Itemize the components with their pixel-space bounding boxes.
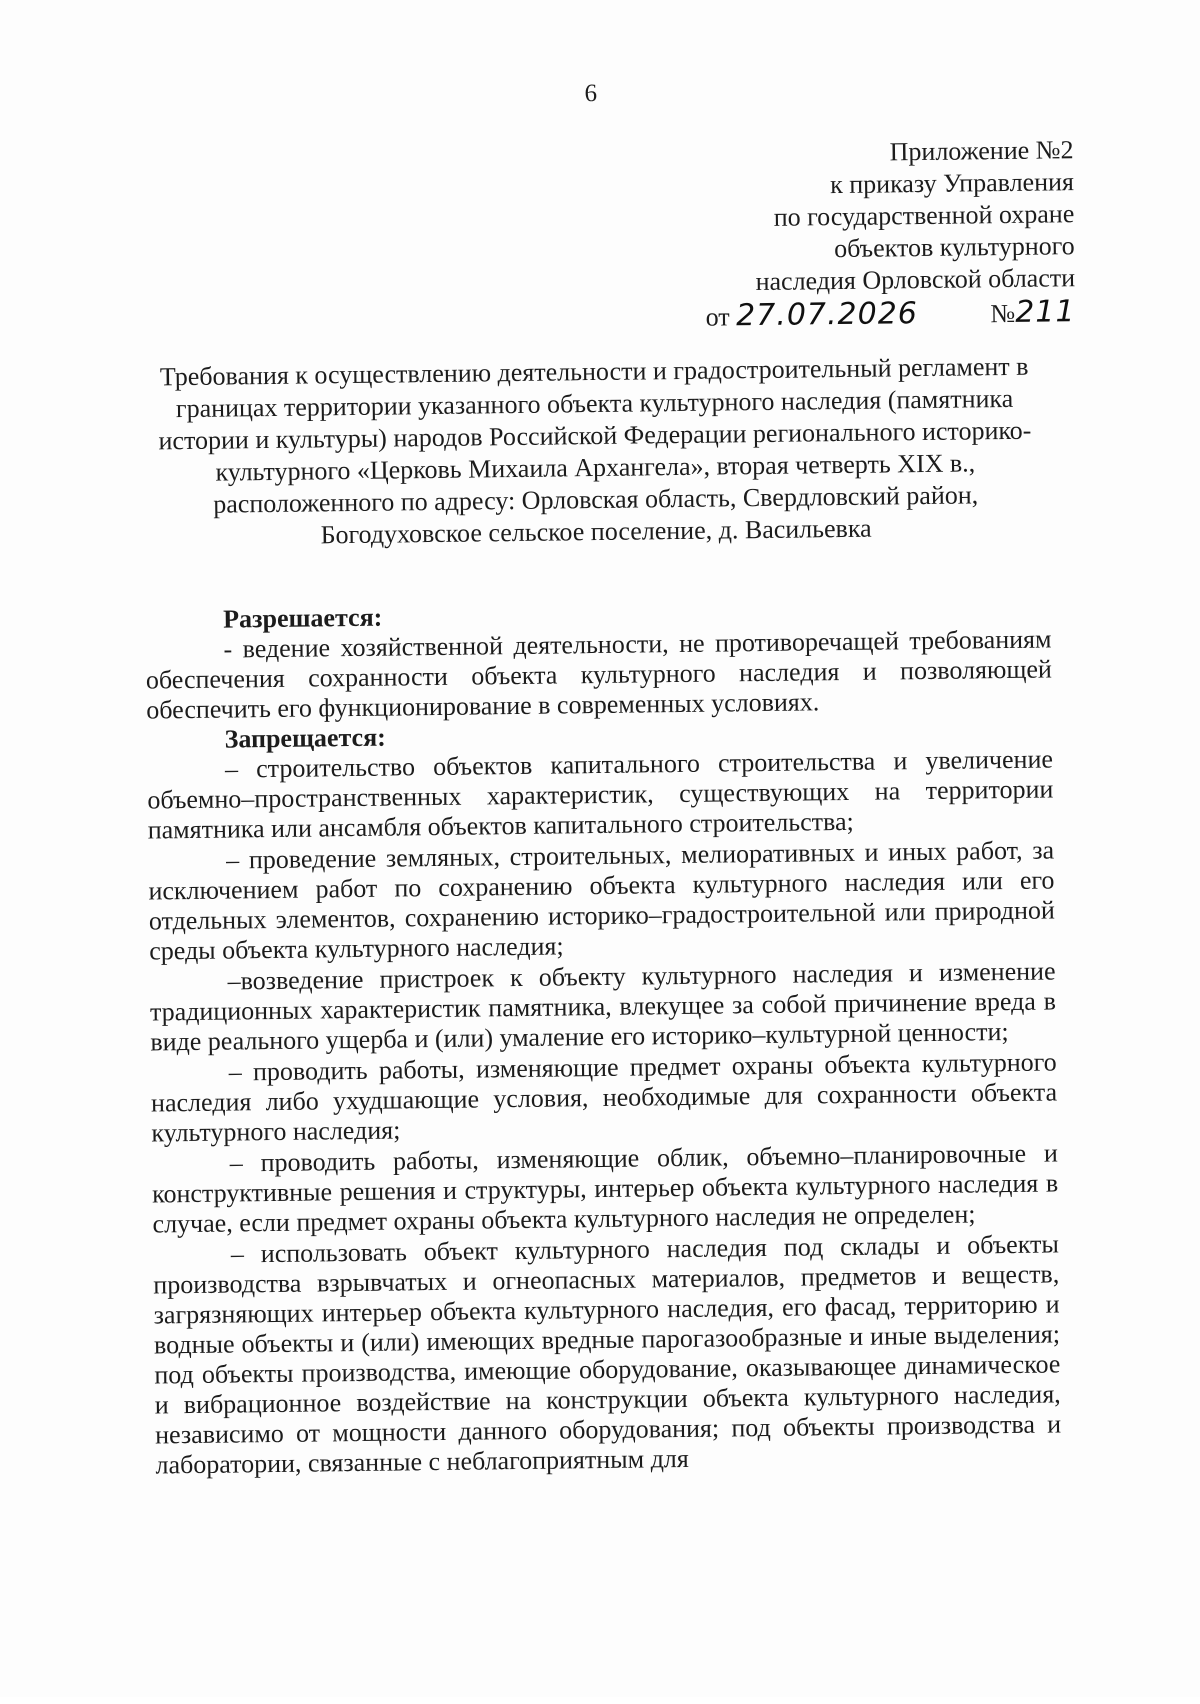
- title-line: культурного «Церковь Михаила Архангела», вторая четверть XIX в.,: [215, 448, 976, 487]
- allowed-item: - ведение хозяйственной деятельности, не противоречащей требованиям обеспечения сохранности объекта культурного наследия и позволяющей обеспечить его функционирование в современных условиях.: [145, 624, 1053, 725]
- number-prefix: №: [990, 298, 1016, 329]
- handwritten-date: 27.07.2026: [735, 296, 919, 334]
- title-line: расположенного по адресу: Орловская область, Свердловский район,: [213, 480, 979, 519]
- order-date-line: [705, 296, 1075, 334]
- forbidden-item: – использовать объект культурного наследия под склады и объекты производства взрывчатых и огнеопасных материалов, предметов и веществ, загрязняющих интерьер объекта культурного наследия, его фасад, территорию и водные объекты и (или) имеющих вредные парогазообразные и иные выделения; под объекты производства, имеющие оборудование, оказывающее динамическое и вибрационное воздействие на конструкции объекта культурного наследия, независимо от мощности данного оборудования; под объекты производства и лаборатории, связанные с неблагоприятным для: [153, 1229, 1062, 1480]
- forbidden-item: – проводить работы, изменяющие предмет охраны объекта культурного наследия либо ухудшающие условия, необходимые для сохранности объекта культурного наследия;: [150, 1047, 1058, 1148]
- document-title: [144, 351, 1046, 554]
- handwritten-order-number: 211: [1015, 294, 1076, 330]
- document-body: [145, 594, 1062, 1480]
- appendix-header: [703, 134, 1075, 334]
- title-line: Требования к осуществлению деятельности и градостроительный регламент в: [159, 351, 1029, 392]
- date-prefix: от: [705, 302, 730, 332]
- appendix-line: объектов культурного: [833, 231, 1075, 264]
- appendix-line: Приложение №2: [889, 135, 1074, 167]
- title-line: Богодуховское сельское поселение, д. Васильевка: [320, 513, 872, 550]
- forbidden-item: – строительство объектов капитального строительства и увеличение объемно–пространственных характеристик, существующих на территории памятника или ансамбля объектов капитального строительства;: [147, 744, 1054, 845]
- forbidden-item: – проведение земляных, строительных, мелиоративных и иных работ, за исключением работ по сохранению объекта культурного наследия или его отдельных элементов, сохранению историко–градостроительной или природной среды объекта культурного наследия;: [148, 835, 1055, 966]
- allowed-heading: Разрешается:: [222, 602, 383, 634]
- title-line: истории и культуры) народов Российской Федерации регионального историко-: [158, 415, 1032, 456]
- appendix-line: наследия Орловской области: [755, 263, 1076, 297]
- title-line: границах территории указанного объекта культурного наследия (памятника: [175, 383, 1014, 424]
- appendix-line: по государственной охране: [773, 199, 1075, 232]
- forbidden-heading: Запрещается:: [224, 722, 387, 754]
- forbidden-item: – проводить работы, изменяющие облик, объемно–планировочные и конструктивные решения и структуры, интерьер объекта культурного наследия в случае, если предмет охраны объекта культурного наследия не определен;: [152, 1138, 1059, 1239]
- forbidden-item: –возведение пристроек к объекту культурного наследия и изменение традиционных характеристик памятника, влекущее за собой причинение вреда в виде реального ущерба и (или) умаление его историко–культурной ценности;: [149, 956, 1057, 1057]
- page-number: 6: [584, 79, 598, 108]
- appendix-line: к приказу Управления: [829, 167, 1075, 200]
